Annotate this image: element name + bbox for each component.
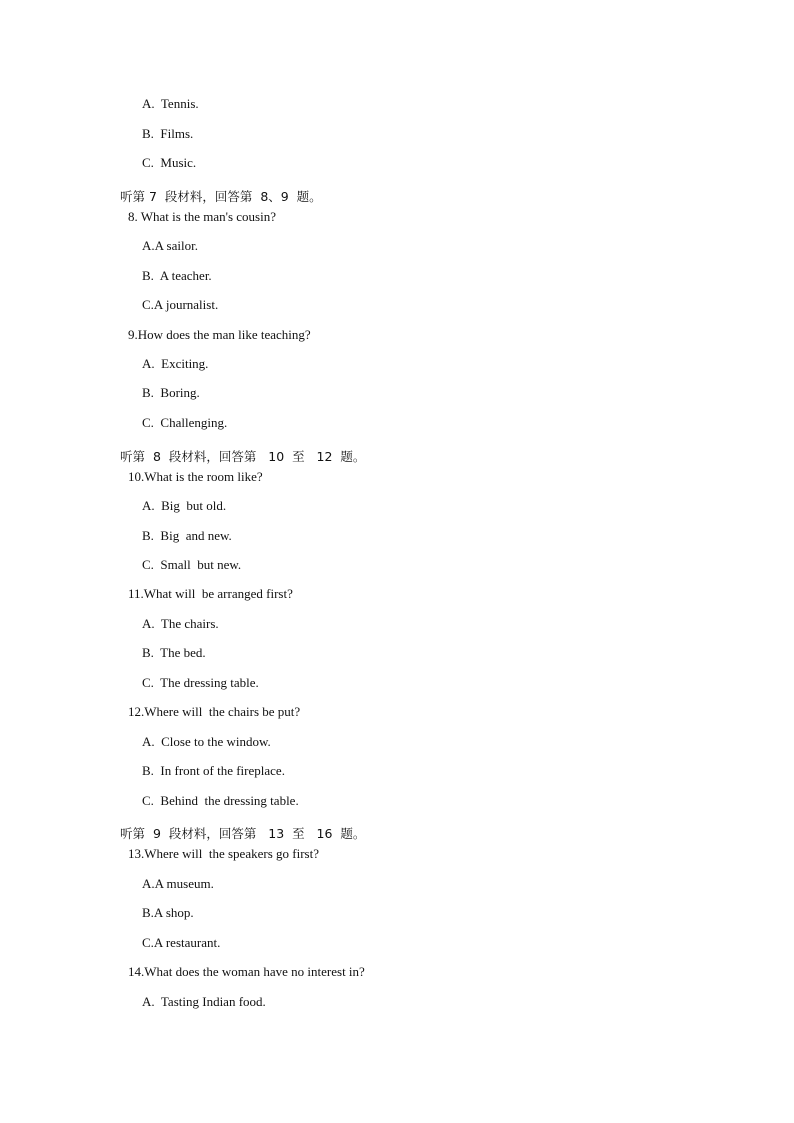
question-text: 10.What is the room like? — [128, 469, 263, 484]
question-text: 8. What is the man's cousin? — [128, 209, 276, 224]
answer-option: A. Tasting Indian food. — [142, 994, 266, 1009]
answer-option: B. Films. — [142, 126, 194, 141]
answer-option: A. The chairs. — [142, 616, 219, 631]
question-text: 12.Where will the chairs be put? — [128, 704, 301, 719]
answer-option: B. The bed. — [142, 645, 206, 660]
answer-option: A. Exciting. — [142, 356, 209, 371]
section-instruction: 听第 7 段材料，回答第 8、9 题。 — [120, 189, 322, 204]
question-text: 13.Where will the speakers go first? — [128, 846, 319, 861]
answer-option: A.A sailor. — [142, 238, 198, 253]
question-text: 9.How does the man like teaching? — [128, 327, 311, 342]
answer-option: C. Challenging. — [142, 415, 228, 430]
answer-option: A. Tennis. — [142, 96, 199, 111]
answer-option: A.A museum. — [142, 876, 214, 891]
answer-option: A. Big but old. — [142, 498, 227, 513]
answer-option: B.A shop. — [142, 905, 194, 920]
answer-option: C.A restaurant. — [142, 935, 221, 950]
answer-option: B. In front of the fireplace. — [142, 763, 285, 778]
answer-option: B. A teacher. — [142, 268, 212, 283]
answer-option: C. Behind the dressing table. — [142, 793, 299, 808]
section-instruction: 听第 8 段材料，回答第 10 至 12 题。 — [120, 449, 366, 464]
answer-option: C. Small but new. — [142, 557, 242, 572]
answer-option: C.A journalist. — [142, 297, 219, 312]
answer-option: B. Boring. — [142, 385, 200, 400]
section-instruction: 听第 9 段材料，回答第 13 至 16 题。 — [120, 826, 366, 841]
question-text: 11.What will be arranged first? — [128, 586, 293, 601]
answer-option: B. Big and new. — [142, 528, 232, 543]
answer-option: C. The dressing table. — [142, 675, 259, 690]
answer-option: A. Close to the window. — [142, 734, 271, 749]
question-text: 14.What does the woman have no interest in? — [128, 964, 365, 979]
answer-option: C. Music. — [142, 155, 197, 170]
